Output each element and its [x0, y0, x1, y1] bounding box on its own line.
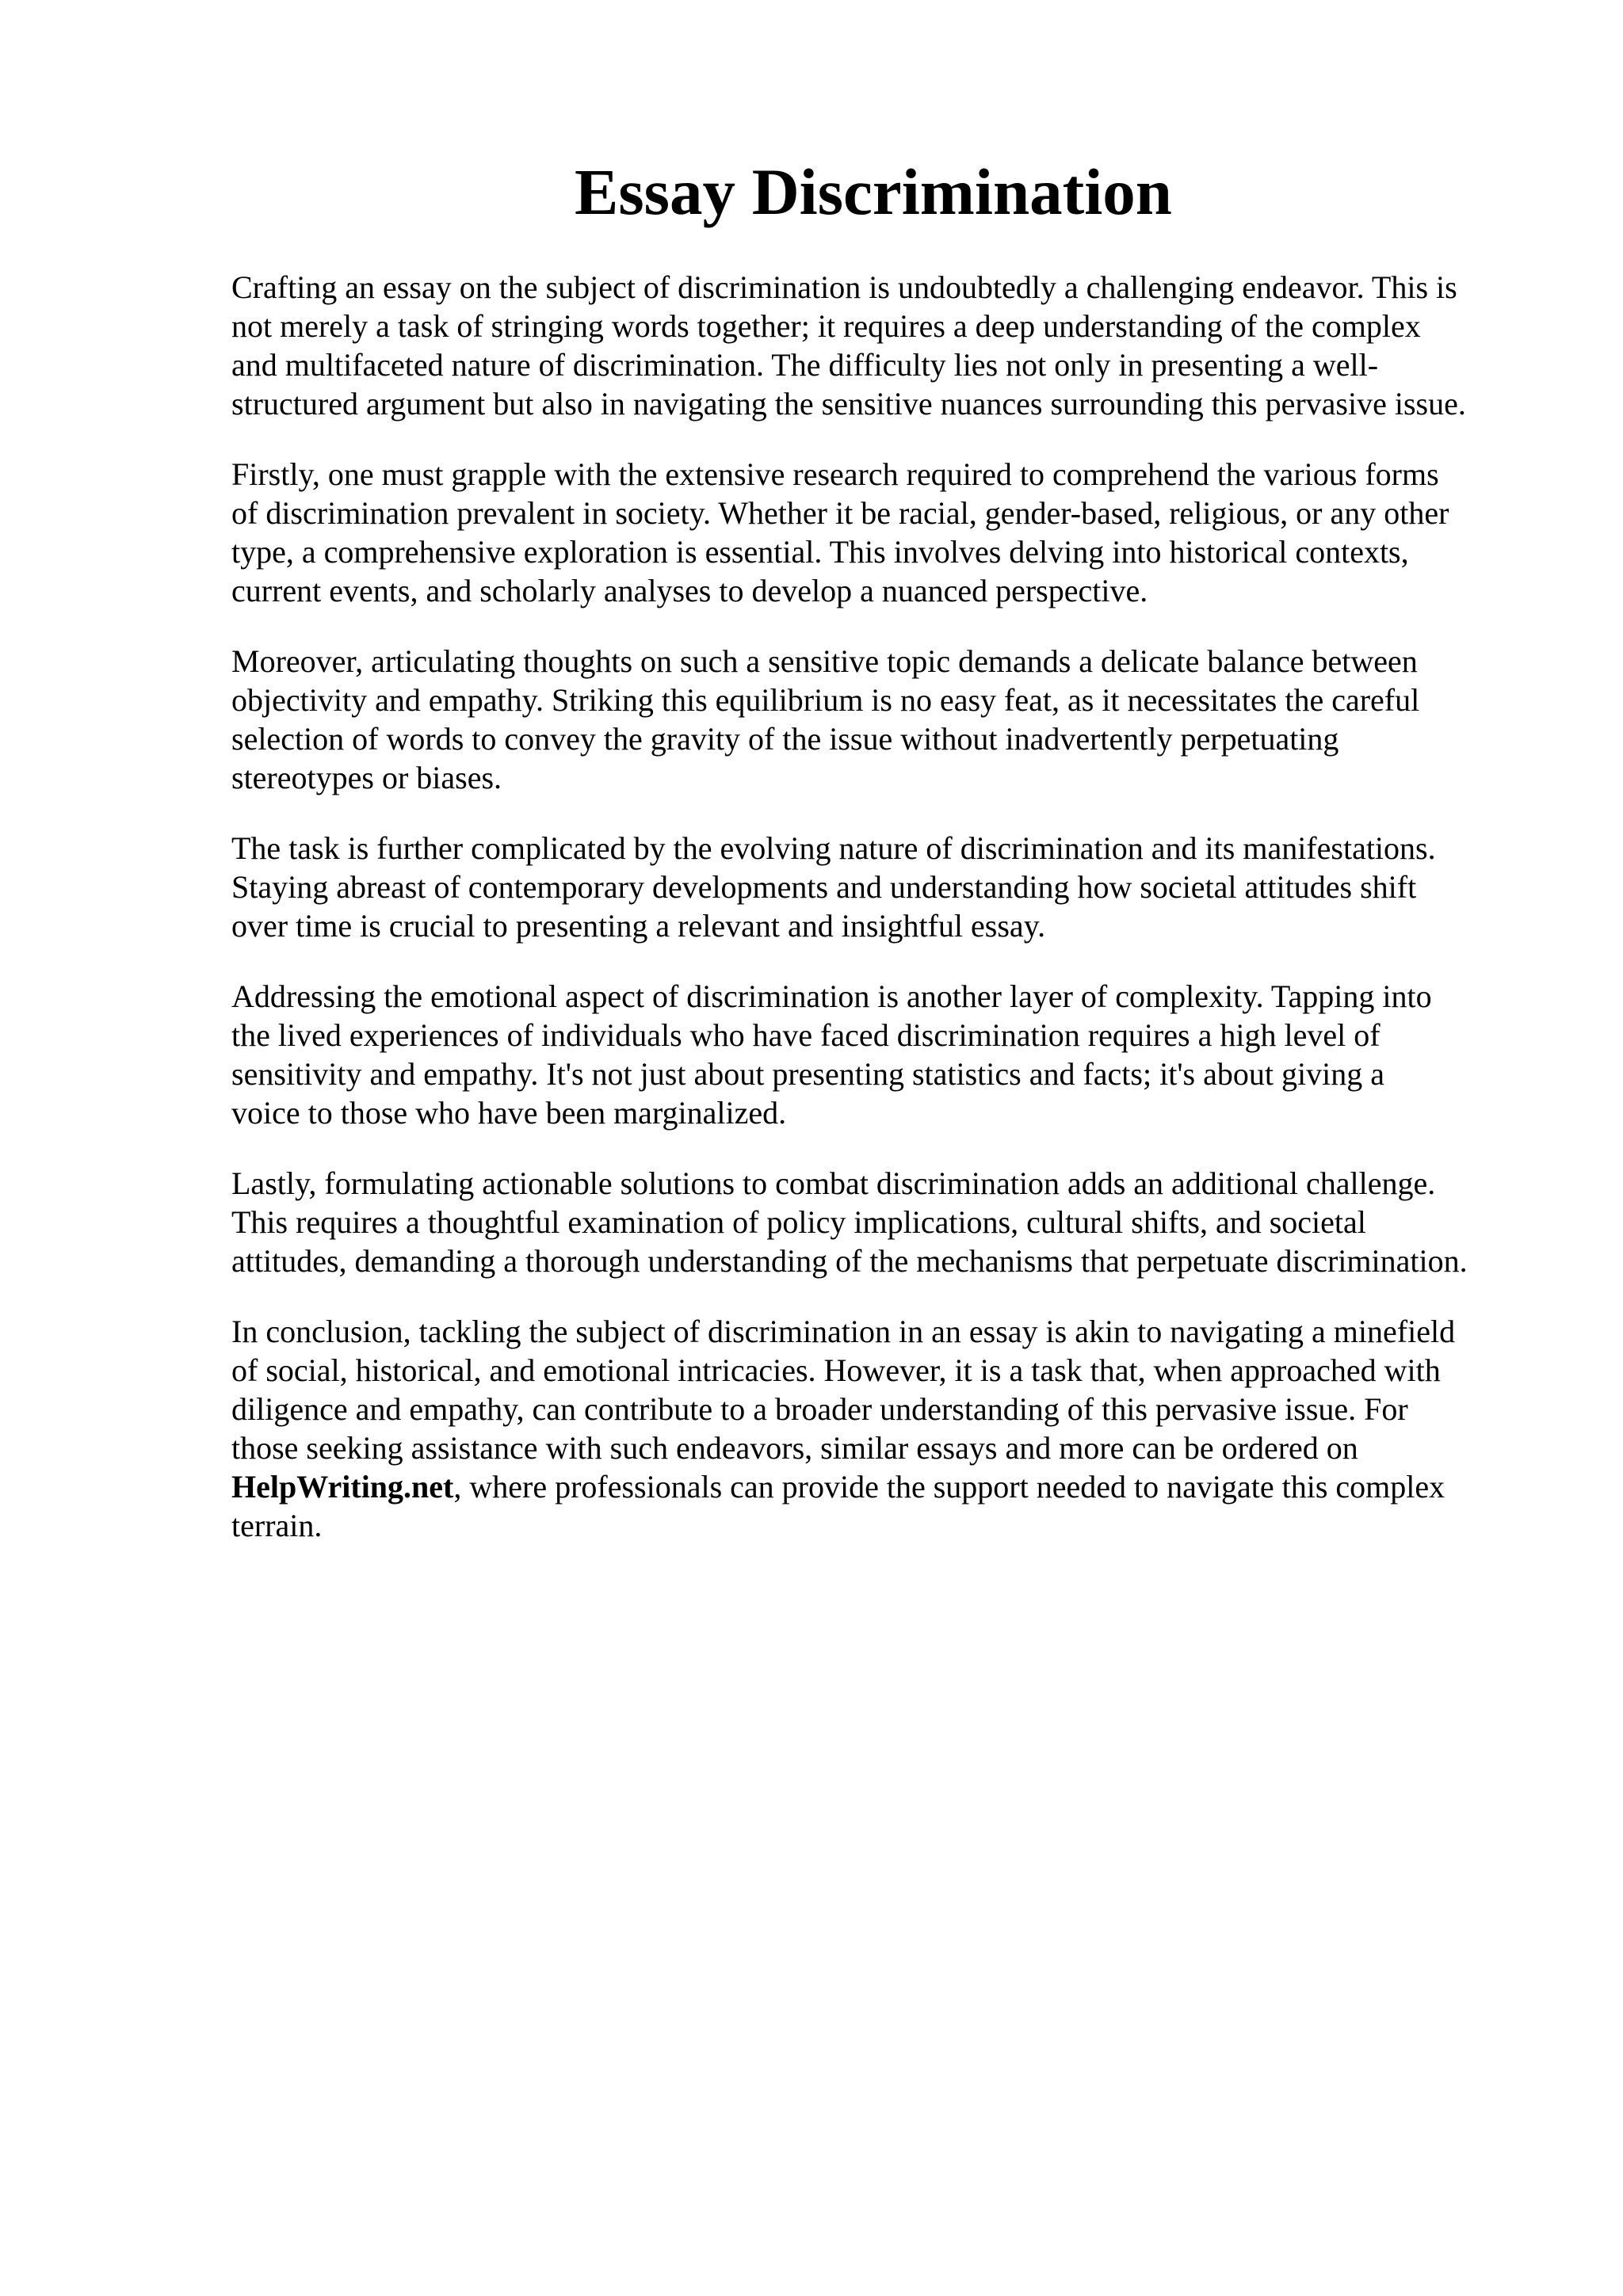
text-line: Crafting an essay on the subject of discrimination is undoubtedly a challenging endeavor. This is: [231, 269, 1457, 305]
text-line: Lastly, formulating actionable solutions to combat discrimination adds an additional challenge.: [231, 1165, 1436, 1201]
paragraph-conclusion: [231, 1312, 1531, 1545]
text-line: attitudes, demanding a thorough understanding of the mechanisms that perpetuate discrimination.: [231, 1243, 1468, 1279]
text-line: type, a comprehensive exploration is essential. This involves delving into historical contexts,: [231, 534, 1409, 570]
paragraph-1: [231, 268, 1531, 423]
paragraph-2: [231, 455, 1531, 610]
text-line: selection of words to convey the gravity of the issue without inadvertently perpetuating: [231, 721, 1339, 757]
text-line: those seeking assistance with such endeavors, similar essays and more can be ordered on: [231, 1430, 1358, 1466]
text-line: over time is crucial to presenting a relevant and insightful essay.: [231, 908, 1046, 944]
text-line: Staying abreast of contemporary developments and understanding how societal attitudes shift: [231, 869, 1417, 905]
text-line: The task is further complicated by the evolving nature of discrimination and its manifestations.: [231, 830, 1436, 866]
text-line: sensitivity and empathy. It's not just about presenting statistics and facts; it's about giving a: [231, 1056, 1384, 1092]
text-line: of social, historical, and emotional intricacies. However, it is a task that, when approached with: [231, 1352, 1441, 1388]
text-line: terrain.: [231, 1508, 323, 1543]
text-line: voice to those who have been marginalized.: [231, 1095, 787, 1131]
text-line: objectivity and empathy. Striking this equilibrium is no easy feat, as it necessitates the careful: [231, 682, 1420, 718]
text-line: of discrimination prevalent in society. Whether it be racial, gender-based, religious, or any other: [231, 495, 1449, 531]
text-line: current events, and scholarly analyses to develop a nuanced perspective.: [231, 573, 1148, 608]
document-title: Essay Discrimination: [575, 155, 1172, 228]
text-line: Firstly, one must grapple with the extensive research required to comprehend the various forms: [231, 456, 1439, 492]
text-line: Moreover, articulating thoughts on such a sensitive topic demands a delicate balance between: [231, 643, 1418, 679]
brand-line: [231, 1467, 1531, 1506]
paragraph-6: [231, 1164, 1531, 1280]
text-line: the lived experiences of individuals who have faced discrimination requires a high level of: [231, 1017, 1381, 1053]
text-line: structured argument but also in navigating the sensitive nuances surrounding this pervasive issue.: [231, 386, 1466, 421]
text-line: diligence and empathy, can contribute to a broader understanding of this pervasive issue. For: [231, 1391, 1408, 1427]
text-fragment: , where professionals can provide the support needed to navigate this complex: [453, 1469, 1445, 1505]
paragraph-3: [231, 642, 1531, 797]
paragraph-4: [231, 829, 1531, 945]
text-line: stereotypes or biases.: [231, 760, 502, 795]
paragraph-5: [231, 977, 1531, 1132]
essay-body: [231, 268, 1531, 1577]
text-line: This requires a thoughtful examination of policy implications, cultural shifts, and societal: [231, 1204, 1366, 1240]
text-line: not merely a task of stringing words together; it requires a deep understanding of the complex: [231, 308, 1421, 344]
text-line: Addressing the emotional aspect of discrimination is another layer of complexity. Tapping into: [231, 978, 1432, 1014]
text-line: In conclusion, tackling the subject of discrimination in an essay is akin to navigating a minefield: [231, 1314, 1456, 1349]
text-line: and multifaceted nature of discrimination. The difficulty lies not only in presenting a well-: [231, 347, 1379, 383]
helpwriting-brand-link[interactable]: HelpWriting.net: [231, 1469, 454, 1505]
